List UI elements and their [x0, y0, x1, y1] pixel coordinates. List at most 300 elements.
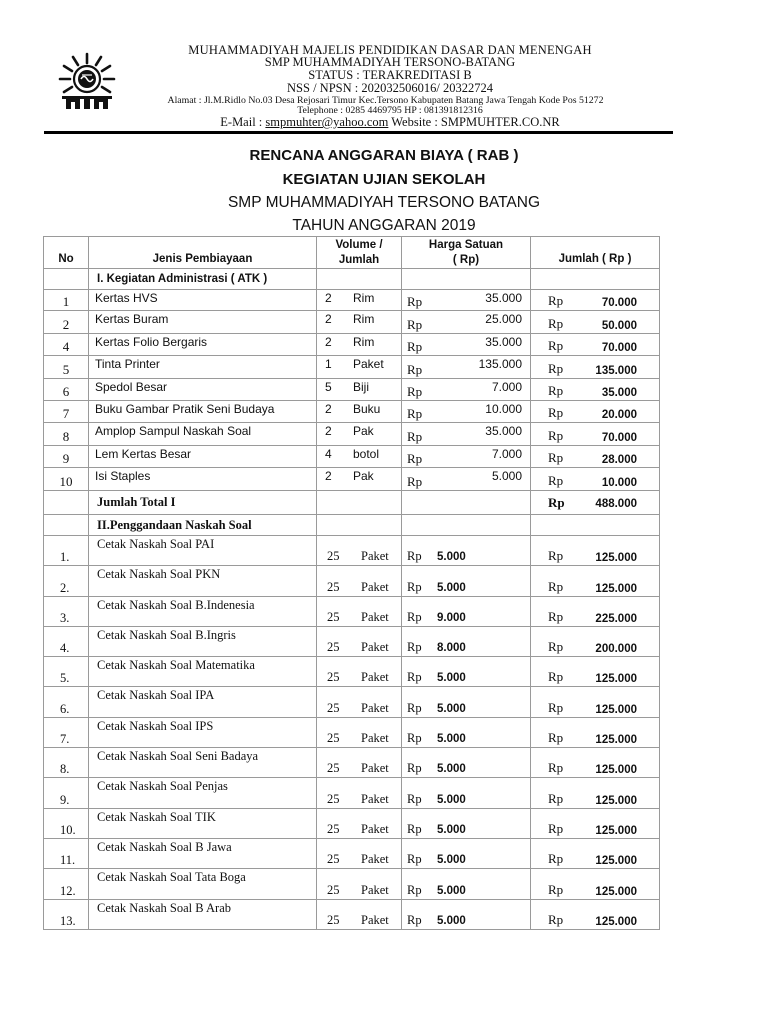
- row-total: 225.000: [595, 612, 637, 625]
- row-total-cell: [531, 536, 660, 566]
- row-price: 25.000: [485, 312, 522, 326]
- row-volume-cell: [317, 657, 402, 687]
- header-jumlah: Jumlah ( Rp ): [531, 237, 660, 269]
- row-price-cell: [402, 468, 531, 491]
- row-price-currency: Rp: [407, 882, 422, 897]
- row-total-currency: Rp: [548, 881, 564, 897]
- section2-jumlah-cell: [531, 515, 660, 536]
- section1-harga-cell: [402, 269, 531, 290]
- row-total-currency: Rp: [548, 911, 564, 927]
- row-unit: Biji: [353, 380, 370, 394]
- row-total-currency: Rp: [548, 760, 564, 776]
- row-total-currency: Rp: [548, 548, 564, 564]
- row-no: 11.: [44, 838, 89, 868]
- row-no: 12.: [44, 869, 89, 899]
- row-price: 9.000: [437, 611, 466, 624]
- table-row: [44, 687, 660, 717]
- row-total: 125.000: [595, 824, 637, 837]
- row-unit: Paket: [361, 761, 389, 776]
- row-qty: 25: [327, 640, 340, 655]
- total-value: 488.000: [595, 498, 637, 510]
- total-label: Jumlah Total I: [89, 491, 317, 515]
- row-unit: Pak: [353, 469, 374, 483]
- row-price-currency: Rp: [407, 294, 423, 309]
- doc-subtitle: KEGIATAN UJIAN SEKOLAH: [282, 171, 486, 188]
- row-total-currency: Rp: [548, 338, 564, 353]
- row-total: 125.000: [595, 915, 637, 928]
- row-unit: botol: [353, 447, 380, 461]
- row-unit: Paket: [361, 640, 389, 655]
- row-total-cell: [531, 657, 660, 687]
- row-price: 5.000: [491, 469, 522, 483]
- row-no: 6.: [44, 687, 89, 717]
- table-row: [44, 379, 660, 401]
- row-price: 35.000: [485, 335, 522, 349]
- row-item: Amplop Sampul Naskah Soal: [89, 423, 317, 446]
- doc-title: RENCANA ANGGARAN BIAYA ( RAB ): [249, 147, 519, 164]
- row-total-currency: Rp: [548, 608, 564, 624]
- row-volume-cell: [317, 468, 402, 491]
- row-total-cell: [531, 838, 660, 868]
- row-price-cell: [402, 899, 531, 929]
- row-total: 125.000: [595, 734, 637, 747]
- row-price-currency: Rp: [407, 549, 422, 564]
- row-unit: Paket: [361, 912, 389, 927]
- row-volume-cell: [317, 748, 402, 778]
- row-volume-cell: [317, 596, 402, 626]
- row-total-currency: Rp: [548, 639, 564, 655]
- row-unit: Paket: [361, 579, 389, 594]
- row-item: Cetak Naskah Soal Seni Badaya: [89, 748, 317, 778]
- row-item: Cetak Naskah Soal PKN: [89, 566, 317, 596]
- row-total: 70.000: [601, 297, 637, 309]
- row-no: 2: [44, 311, 89, 334]
- row-price: 5.000: [437, 854, 466, 867]
- row-volume-cell: [317, 311, 402, 334]
- row-unit: Paket: [361, 882, 389, 897]
- header-volume-line2: Jumlah: [338, 254, 380, 266]
- row-no: 5.: [44, 657, 89, 687]
- row-unit: Buku: [353, 402, 381, 416]
- row-price: 7.000: [491, 380, 522, 394]
- row-total-cell: [531, 423, 660, 446]
- row-price-cell: [402, 808, 531, 838]
- row-total-currency: Rp: [548, 699, 564, 715]
- row-unit: Pak: [353, 424, 374, 438]
- row-price-currency: Rp: [407, 362, 423, 377]
- row-no: 10.: [44, 808, 89, 838]
- row-total-currency: Rp: [548, 450, 564, 465]
- row-qty: 25: [327, 912, 340, 927]
- row-price-currency: Rp: [407, 912, 422, 927]
- row-qty: 25: [327, 761, 340, 776]
- row-price-cell: [402, 423, 531, 446]
- row-price: 5.000: [437, 733, 466, 746]
- row-total-cell: [531, 379, 660, 401]
- letterhead-status: STATUS : TERAKREDITASI B: [308, 68, 472, 82]
- email-link[interactable]: smpmuhter@yahoo.com: [265, 115, 389, 129]
- letterhead-org-name: MUHAMMADIYAH MAJELIS PENDIDIKAN DASAR DAN MENENGAH: [188, 43, 592, 57]
- row-no: 10: [44, 468, 89, 491]
- row-price-cell: [402, 687, 531, 717]
- row-item: Cetak Naskah Soal PAI: [89, 536, 317, 566]
- row-volume-cell: [317, 401, 402, 423]
- row-qty: 2: [325, 335, 332, 349]
- table-row: [44, 566, 660, 596]
- section2-label: II.Penggandaan Naskah Soal: [89, 515, 317, 536]
- row-price-currency: Rp: [407, 821, 422, 836]
- row-qty: 2: [325, 424, 332, 438]
- row-no: 4: [44, 334, 89, 356]
- row-price: 35.000: [485, 291, 522, 305]
- row-price-cell: [402, 778, 531, 808]
- row-volume-cell: [317, 334, 402, 356]
- row-price: 5.000: [437, 914, 466, 927]
- row-no: 1.: [44, 536, 89, 566]
- row-price-cell: [402, 311, 531, 334]
- row-price: 35.000: [485, 424, 522, 438]
- row-volume-cell: [317, 446, 402, 468]
- row-price-cell: [402, 566, 531, 596]
- row-price-cell: [402, 379, 531, 401]
- table-row: [44, 717, 660, 747]
- row-price: 5.000: [437, 672, 466, 685]
- total-no-cell: [44, 491, 89, 515]
- table-row: [44, 657, 660, 687]
- row-unit: Paket: [361, 852, 389, 867]
- table-row: [44, 401, 660, 423]
- row-total: 70.000: [601, 432, 637, 444]
- row-qty: 25: [327, 549, 340, 564]
- table-row: [44, 869, 660, 899]
- row-volume-cell: [317, 566, 402, 596]
- row-total: 20.000: [601, 409, 637, 421]
- letterhead-telephone: Telephone : 0285 4469795 HP : 081391812316: [297, 105, 483, 116]
- letterhead-contact: [130, 116, 650, 128]
- row-volume-cell: [317, 423, 402, 446]
- row-total-currency: Rp: [548, 820, 564, 836]
- row-volume-cell: [317, 869, 402, 899]
- doc-school: SMP MUHAMMADIYAH TERSONO BATANG: [227, 194, 541, 211]
- row-item: Kertas HVS: [89, 290, 317, 311]
- row-qty: 2: [325, 402, 332, 416]
- row-price-cell: [402, 356, 531, 379]
- row-no: 8: [44, 423, 89, 446]
- row-price-cell: [402, 401, 531, 423]
- row-total-cell: [531, 808, 660, 838]
- row-qty: 25: [327, 821, 340, 836]
- row-total-currency: Rp: [548, 383, 564, 398]
- row-price-currency: Rp: [407, 474, 423, 489]
- row-qty: 2: [325, 469, 332, 483]
- row-volume-cell: [317, 356, 402, 379]
- row-unit: Paket: [361, 821, 389, 836]
- row-qty: 25: [327, 700, 340, 715]
- row-total-cell: [531, 468, 660, 491]
- row-total-cell: [531, 626, 660, 656]
- row-total-cell: [531, 748, 660, 778]
- row-qty: 2: [325, 312, 332, 326]
- letterhead-school-name: SMP MUHAMMADIYAH TERSONO-BATANG: [264, 55, 516, 69]
- row-qty: 25: [327, 731, 340, 746]
- section1-label: I. Kegiatan Administrasi ( ATK ): [89, 269, 317, 290]
- row-price-currency: Rp: [407, 700, 422, 715]
- row-price-currency: Rp: [407, 339, 423, 354]
- row-unit: Rim: [353, 291, 375, 305]
- row-total-cell: [531, 687, 660, 717]
- row-total: 125.000: [595, 764, 637, 777]
- row-item: Buku Gambar Pratik Seni Budaya: [89, 401, 317, 423]
- row-price-currency: Rp: [407, 579, 422, 594]
- row-total: 125.000: [595, 794, 637, 807]
- row-price: 5.000: [437, 823, 466, 836]
- row-price-currency: Rp: [407, 852, 422, 867]
- header-volume: [317, 237, 402, 269]
- muhammadiyah-logo-icon: [44, 52, 130, 110]
- total-value-cell: [531, 491, 660, 515]
- row-item: Lem Kertas Besar: [89, 446, 317, 468]
- row-total: 50.000: [601, 320, 637, 332]
- row-no: 6: [44, 379, 89, 401]
- row-total: 10.000: [601, 477, 637, 489]
- row-price-currency: Rp: [407, 406, 423, 421]
- row-unit: Paket: [353, 357, 384, 371]
- row-qty: 25: [327, 882, 340, 897]
- table-header-row: [44, 237, 660, 269]
- row-price-cell: [402, 536, 531, 566]
- row-volume-cell: [317, 808, 402, 838]
- row-item: Cetak Naskah Soal B Arab: [89, 899, 317, 929]
- header-jenis: Jenis Pembiayaan: [89, 237, 317, 269]
- row-total: 35.000: [601, 387, 637, 399]
- table-row: [44, 423, 660, 446]
- row-item: Cetak Naskah Soal Penjas: [89, 778, 317, 808]
- row-price-cell: [402, 290, 531, 311]
- row-price-currency: Rp: [407, 317, 423, 332]
- row-price: 135.000: [478, 357, 522, 371]
- row-price-cell: [402, 748, 531, 778]
- row-qty: 5: [325, 380, 332, 394]
- header-harga: [402, 237, 531, 269]
- row-total-cell: [531, 401, 660, 423]
- table-row: [44, 596, 660, 626]
- row-price: 7.000: [491, 447, 522, 461]
- row-price-currency: Rp: [407, 640, 422, 655]
- row-total-cell: [531, 566, 660, 596]
- row-unit: Rim: [353, 312, 375, 326]
- table-row: [44, 808, 660, 838]
- row-price: 5.000: [437, 884, 466, 897]
- row-volume-cell: [317, 778, 402, 808]
- row-price-currency: Rp: [407, 731, 422, 746]
- section1-jumlah-cell: [531, 269, 660, 290]
- row-price: 8.000: [437, 642, 466, 655]
- row-total-cell: [531, 290, 660, 311]
- row-total-currency: Rp: [548, 361, 564, 376]
- row-no: 3.: [44, 596, 89, 626]
- row-volume-cell: [317, 626, 402, 656]
- row-no: 9: [44, 446, 89, 468]
- table-row: [44, 626, 660, 656]
- row-total-cell: [531, 717, 660, 747]
- header-volume-line1: Volume /: [335, 239, 383, 251]
- table-row: [44, 446, 660, 468]
- website-text: Website : SMPMUHTER.CO.NR: [388, 115, 560, 129]
- row-price: 5.000: [437, 581, 466, 594]
- row-total-currency: Rp: [548, 790, 564, 806]
- row-qty: 2: [325, 291, 332, 305]
- row-no: 1: [44, 290, 89, 311]
- row-total: 125.000: [595, 552, 637, 565]
- row-qty: 25: [327, 609, 340, 624]
- row-total: 125.000: [595, 855, 637, 868]
- row-total-currency: Rp: [548, 669, 564, 685]
- row-total-currency: Rp: [548, 316, 564, 331]
- row-price-currency: Rp: [407, 670, 422, 685]
- row-price: 5.000: [437, 551, 466, 564]
- row-item: Cetak Naskah Soal B.Ingris: [89, 626, 317, 656]
- section2-vol-cell: [317, 515, 402, 536]
- row-price-cell: [402, 334, 531, 356]
- total-row: [44, 491, 660, 515]
- row-qty: 25: [327, 670, 340, 685]
- email-label: E-Mail :: [220, 115, 266, 129]
- row-qty: 4: [325, 447, 332, 461]
- row-total: 200.000: [595, 643, 637, 656]
- row-total: 125.000: [595, 703, 637, 716]
- row-qty: 25: [327, 791, 340, 806]
- row-price-currency: Rp: [407, 609, 422, 624]
- row-item: Cetak Naskah Soal B.Indenesia: [89, 596, 317, 626]
- row-item: Kertas Folio Bergaris: [89, 334, 317, 356]
- row-unit: Paket: [361, 791, 389, 806]
- budget-table: [43, 236, 660, 930]
- total-harga-cell: [402, 491, 531, 515]
- table-row: [44, 311, 660, 334]
- row-item: Cetak Naskah Soal Tata Boga: [89, 869, 317, 899]
- table-row: [44, 334, 660, 356]
- total-vol-cell: [317, 491, 402, 515]
- budget-table-body: [44, 237, 660, 930]
- row-no: 7.: [44, 717, 89, 747]
- table-row: [44, 778, 660, 808]
- row-price: 10.000: [485, 402, 522, 416]
- letterhead-address: Alamat : Jl.M.Ridlo No.03 Desa Rejosari Timur Kec.Tersono Kabupaten Batang Jawa Tengah Kode Pos 51272: [167, 95, 604, 106]
- header-harga-line2: ( Rp): [452, 254, 480, 266]
- row-price-currency: Rp: [407, 429, 423, 444]
- row-total-cell: [531, 778, 660, 808]
- row-unit: Paket: [361, 609, 389, 624]
- doc-year: TAHUN ANGGARAN 2019: [292, 217, 476, 234]
- row-qty: 25: [327, 852, 340, 867]
- row-total-currency: Rp: [548, 293, 564, 308]
- row-total-currency: Rp: [548, 473, 564, 488]
- row-total-currency: Rp: [548, 851, 564, 867]
- row-item: Tinta Printer: [89, 356, 317, 379]
- row-total-cell: [531, 356, 660, 379]
- table-row: [44, 748, 660, 778]
- row-total: 70.000: [601, 342, 637, 354]
- row-price: 5.000: [437, 763, 466, 776]
- letterhead-nss-npsn: NSS / NPSN : 202032506016/ 20322724: [287, 81, 493, 95]
- row-volume-cell: [317, 838, 402, 868]
- row-unit: Rim: [353, 335, 375, 349]
- row-no: 5: [44, 356, 89, 379]
- row-price-currency: Rp: [407, 791, 422, 806]
- row-item: Isi Staples: [89, 468, 317, 491]
- row-unit: Paket: [361, 700, 389, 715]
- row-total: 125.000: [595, 582, 637, 595]
- row-item: Cetak Naskah Soal B Jawa: [89, 838, 317, 868]
- row-no: 7: [44, 401, 89, 423]
- row-price-cell: [402, 657, 531, 687]
- row-total-cell: [531, 899, 660, 929]
- row-unit: Paket: [361, 549, 389, 564]
- row-price-currency: Rp: [407, 451, 423, 466]
- row-total-cell: [531, 334, 660, 356]
- row-item: Cetak Naskah Soal IPS: [89, 717, 317, 747]
- header-no: No: [44, 237, 89, 269]
- row-item: Cetak Naskah Soal IPA: [89, 687, 317, 717]
- row-price: 5.000: [437, 702, 466, 715]
- row-price: 5.000: [437, 793, 466, 806]
- row-price-cell: [402, 838, 531, 868]
- row-total-cell: [531, 446, 660, 468]
- row-price-cell: [402, 446, 531, 468]
- section1-no-cell: [44, 269, 89, 290]
- row-total-cell: [531, 596, 660, 626]
- row-volume-cell: [317, 379, 402, 401]
- row-total-currency: Rp: [548, 405, 564, 420]
- row-no: 13.: [44, 899, 89, 929]
- table-row: [44, 899, 660, 929]
- row-item: Cetak Naskah Soal Matematika: [89, 657, 317, 687]
- section2-no-cell: [44, 515, 89, 536]
- row-total: 125.000: [595, 673, 637, 686]
- row-price-currency: Rp: [407, 761, 422, 776]
- row-unit: Paket: [361, 731, 389, 746]
- row-volume-cell: [317, 899, 402, 929]
- row-price-currency: Rp: [407, 384, 423, 399]
- row-total-currency: Rp: [548, 578, 564, 594]
- table-row: [44, 838, 660, 868]
- table-row: [44, 356, 660, 379]
- row-volume-cell: [317, 717, 402, 747]
- row-no: 9.: [44, 778, 89, 808]
- section1-row: [44, 269, 660, 290]
- row-no: 2.: [44, 566, 89, 596]
- table-row: [44, 290, 660, 311]
- row-unit: Paket: [361, 670, 389, 685]
- row-volume-cell: [317, 536, 402, 566]
- row-volume-cell: [317, 290, 402, 311]
- row-total-cell: [531, 869, 660, 899]
- row-no: 4.: [44, 626, 89, 656]
- table-row: [44, 468, 660, 491]
- letterhead-divider: [44, 131, 673, 134]
- row-qty: 25: [327, 579, 340, 594]
- row-price-cell: [402, 869, 531, 899]
- row-item: Kertas Buram: [89, 311, 317, 334]
- row-price-cell: [402, 717, 531, 747]
- section2-harga-cell: [402, 515, 531, 536]
- total-currency: Rp: [548, 495, 565, 510]
- row-item: Cetak Naskah Soal TIK: [89, 808, 317, 838]
- row-total: 125.000: [595, 885, 637, 898]
- section1-vol-cell: [317, 269, 402, 290]
- row-no: 8.: [44, 748, 89, 778]
- row-qty: 1: [325, 357, 332, 371]
